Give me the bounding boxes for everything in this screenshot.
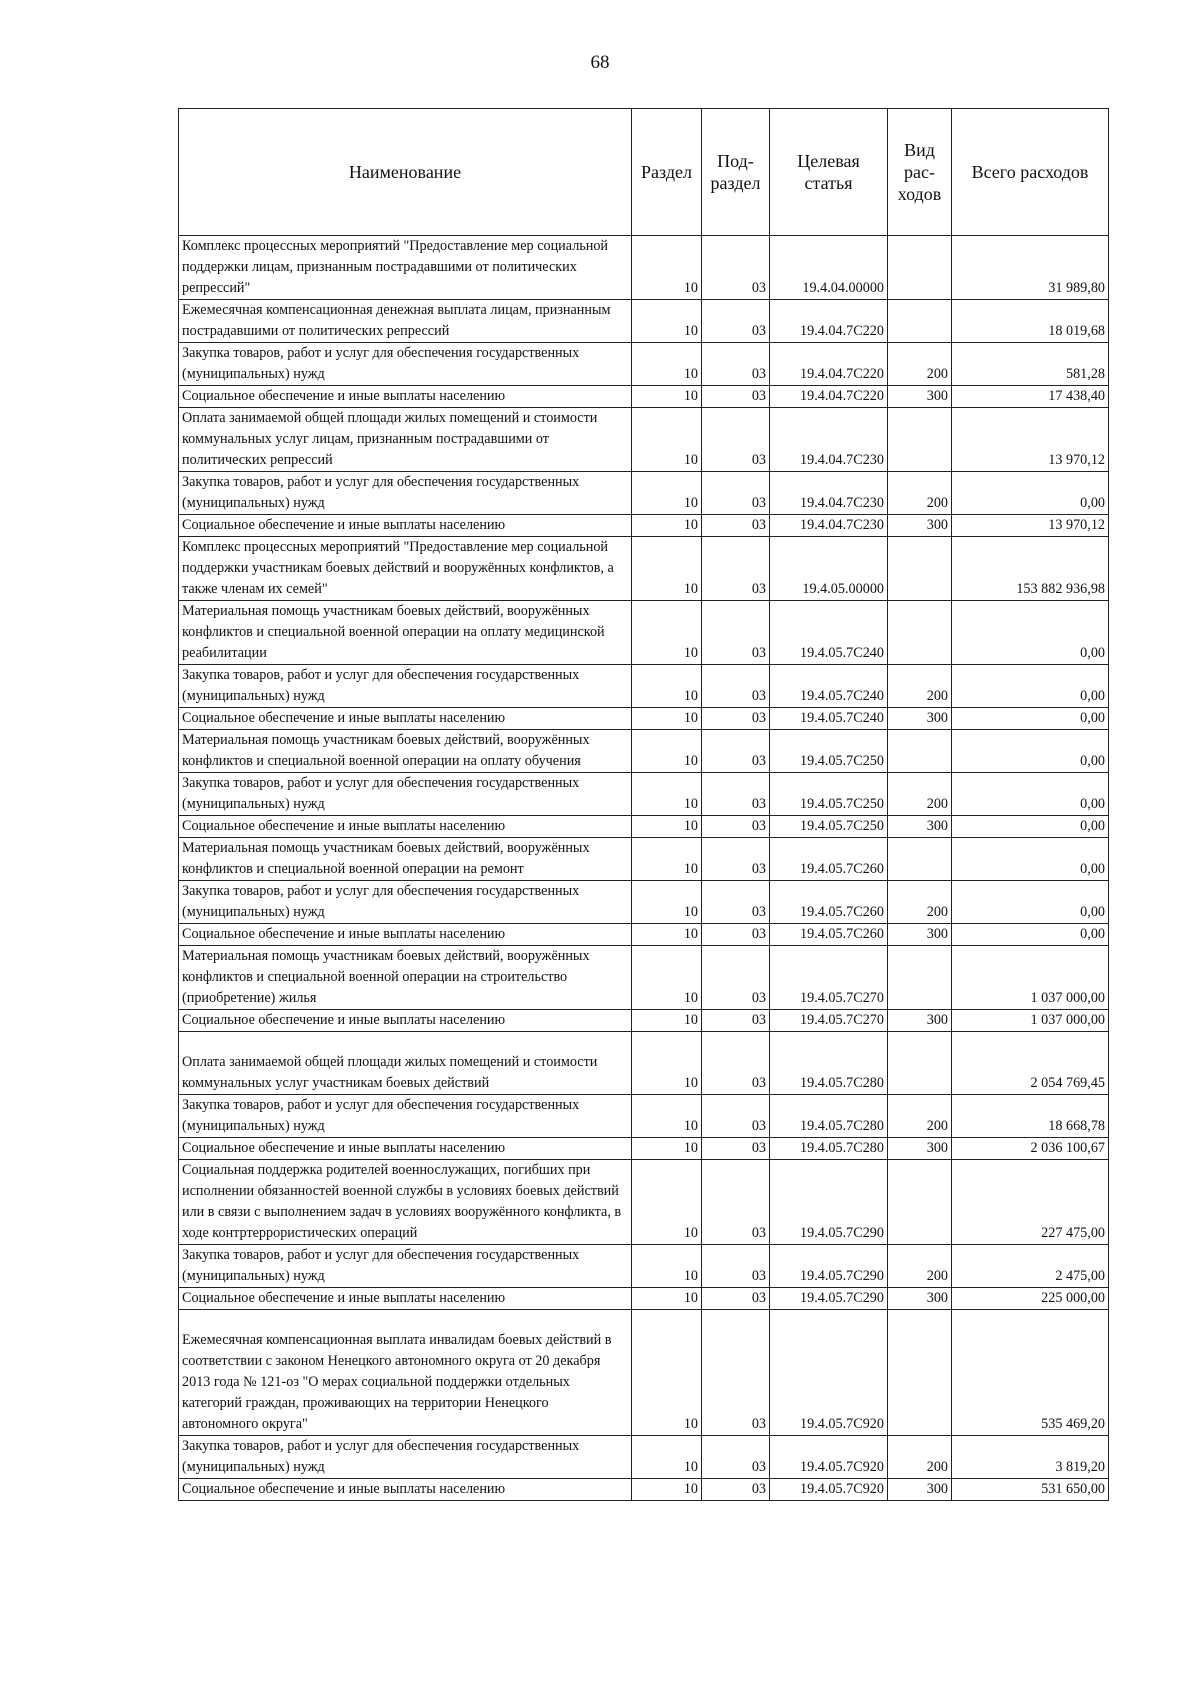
table-row [179,1288,1109,1310]
row-name: Закупка товаров, работ и услуг для обеспечения государственных (муниципальных) нужд [179,472,632,515]
row-sum: 1 037 000,00 [952,946,1109,1010]
row-podrazdel: 03 [702,472,770,515]
row-vid: 300 [888,1010,952,1032]
row-sum: 531 650,00 [952,1479,1109,1501]
row-razdel: 10 [632,1138,702,1160]
row-podrazdel: 03 [702,386,770,408]
header-podrazdel: Под- раздел [702,109,770,236]
row-name: Оплата занимаемой общей площади жилых помещений и стоимости коммунальных услуг лицам, признанным пострадавшими от политических репрессий [179,408,632,472]
row-name: Материальная помощь участникам боевых действий, вооружённых конфликтов и специальной военной операции на строительство (приобретение) жилья [179,946,632,1010]
table-row [179,665,1109,708]
table-row [179,300,1109,343]
row-podrazdel: 03 [702,1245,770,1288]
row-podrazdel: 03 [702,1032,770,1095]
row-razdel: 10 [632,537,702,601]
row-sum: 18 668,78 [952,1095,1109,1138]
row-podrazdel: 03 [702,1010,770,1032]
row-celevaya: 19.4.05.00000 [770,537,888,601]
table-row [179,472,1109,515]
row-name: Закупка товаров, работ и услуг для обеспечения государственных (муниципальных) нужд [179,1245,632,1288]
row-sum: 227 475,00 [952,1160,1109,1245]
row-podrazdel: 03 [702,1138,770,1160]
row-vid [888,300,952,343]
row-name: Комплекс процессных мероприятий "Предоставление мер социальной поддержки лицам, признанным пострадавшими от политических репрессий" [179,236,632,300]
row-celevaya: 19.4.05.7С260 [770,881,888,924]
row-podrazdel: 03 [702,408,770,472]
row-name: Социальное обеспечение и иные выплаты населению [179,1288,632,1310]
row-name: Ежемесячная компенсационная денежная выплата лицам, признанным пострадавшими от политических репрессий [179,300,632,343]
row-celevaya: 19.4.04.7С230 [770,515,888,537]
row-name: Закупка товаров, работ и услуг для обеспечения государственных (муниципальных) нужд [179,1436,632,1479]
header-vsego: Всего расходов [952,109,1109,236]
table-row [179,1479,1109,1501]
row-vid [888,1310,952,1436]
table-row [179,601,1109,665]
table-row [179,1436,1109,1479]
row-razdel: 10 [632,1095,702,1138]
row-razdel: 10 [632,924,702,946]
row-sum: 0,00 [952,708,1109,730]
row-celevaya: 19.4.04.7С220 [770,386,888,408]
row-vid: 200 [888,1245,952,1288]
row-name: Социальное обеспечение и иные выплаты населению [179,386,632,408]
row-celevaya: 19.4.05.7С240 [770,601,888,665]
row-vid: 300 [888,386,952,408]
page-number: 68 [590,52,610,73]
row-celevaya: 19.4.05.7С250 [770,730,888,773]
header-razdel: Раздел [632,109,702,236]
row-sum: 0,00 [952,665,1109,708]
table-row [179,730,1109,773]
row-sum: 153 882 936,98 [952,537,1109,601]
row-sum: 2 036 100,67 [952,1138,1109,1160]
row-name: Закупка товаров, работ и услуг для обеспечения государственных (муниципальных) нужд [179,881,632,924]
row-sum: 13 970,12 [952,408,1109,472]
row-celevaya: 19.4.04.7С220 [770,300,888,343]
row-name: Социальное обеспечение и иные выплаты населению [179,1479,632,1501]
row-sum: 0,00 [952,730,1109,773]
row-vid: 200 [888,1436,952,1479]
row-razdel: 10 [632,665,702,708]
row-vid [888,236,952,300]
row-name: Социальная поддержка родителей военнослужащих, погибших при исполнении обязанностей военной службы в условиях боевых действий или в связи с выполнением задач в условиях вооружённого конфликта, в ходе контртеррористических операций [179,1160,632,1245]
row-podrazdel: 03 [702,816,770,838]
row-razdel: 10 [632,881,702,924]
table-row [179,1095,1109,1138]
header-celevaya: Целевая статья [770,109,888,236]
table-row [179,708,1109,730]
row-razdel: 10 [632,601,702,665]
row-sum: 3 819,20 [952,1436,1109,1479]
row-name: Закупка товаров, работ и услуг для обеспечения государственных (муниципальных) нужд [179,1095,632,1138]
row-celevaya: 19.4.05.7С240 [770,708,888,730]
row-name: Оплата занимаемой общей площади жилых помещений и стоимости коммунальных услуг участникам боевых действий [179,1032,632,1095]
row-podrazdel: 03 [702,773,770,816]
row-celevaya: 19.4.05.7С250 [770,773,888,816]
row-celevaya: 19.4.05.7С290 [770,1288,888,1310]
table-row [179,1160,1109,1245]
row-sum: 0,00 [952,472,1109,515]
row-razdel: 10 [632,1288,702,1310]
row-podrazdel: 03 [702,665,770,708]
row-sum: 0,00 [952,881,1109,924]
row-celevaya: 19.4.05.7С270 [770,946,888,1010]
row-sum: 0,00 [952,773,1109,816]
row-vid: 300 [888,816,952,838]
table-row [179,838,1109,881]
row-celevaya: 19.4.05.7С240 [770,665,888,708]
table-row [179,236,1109,300]
row-sum: 581,28 [952,343,1109,386]
row-vid: 200 [888,343,952,386]
row-sum: 0,00 [952,601,1109,665]
row-razdel: 10 [632,386,702,408]
row-podrazdel: 03 [702,1160,770,1245]
row-celevaya: 19.4.04.7С230 [770,472,888,515]
table-row [179,515,1109,537]
row-vid: 200 [888,665,952,708]
row-celevaya: 19.4.05.7С920 [770,1479,888,1501]
row-vid: 300 [888,1138,952,1160]
row-razdel: 10 [632,946,702,1010]
row-vid: 300 [888,924,952,946]
row-razdel: 10 [632,838,702,881]
table-row [179,343,1109,386]
row-podrazdel: 03 [702,515,770,537]
row-razdel: 10 [632,1245,702,1288]
row-podrazdel: 03 [702,537,770,601]
row-name: Социальное обеспечение и иные выплаты населению [179,1010,632,1032]
table-row [179,924,1109,946]
row-vid [888,946,952,1010]
row-name: Материальная помощь участникам боевых действий, вооружённых конфликтов и специальной военной операции на ремонт [179,838,632,881]
row-celevaya: 19.4.05.7С290 [770,1160,888,1245]
row-razdel: 10 [632,1160,702,1245]
row-sum: 2 054 769,45 [952,1032,1109,1095]
table-row [179,881,1109,924]
row-razdel: 10 [632,236,702,300]
table-row [179,386,1109,408]
row-sum: 18 019,68 [952,300,1109,343]
row-celevaya: 19.4.05.7С920 [770,1436,888,1479]
row-name: Социальное обеспечение и иные выплаты населению [179,1138,632,1160]
table-header-row [179,109,1109,236]
row-celevaya: 19.4.04.7С220 [770,343,888,386]
row-podrazdel: 03 [702,1310,770,1436]
row-podrazdel: 03 [702,236,770,300]
table-row [179,816,1109,838]
row-name: Закупка товаров, работ и услуг для обеспечения государственных (муниципальных) нужд [179,773,632,816]
row-vid: 200 [888,881,952,924]
table-body [179,236,1109,1501]
row-name: Социальное обеспечение и иные выплаты населению [179,515,632,537]
row-podrazdel: 03 [702,946,770,1010]
row-name: Закупка товаров, работ и услуг для обеспечения государственных (муниципальных) нужд [179,343,632,386]
row-celevaya: 19.4.05.7С270 [770,1010,888,1032]
table-row [179,773,1109,816]
row-name: Материальная помощь участникам боевых действий, вооружённых конфликтов и специальной военной операции на оплату медицинской реабилитации [179,601,632,665]
row-razdel: 10 [632,708,702,730]
row-sum: 31 989,80 [952,236,1109,300]
row-vid [888,1032,952,1095]
row-razdel: 10 [632,773,702,816]
row-podrazdel: 03 [702,881,770,924]
table-row [179,1138,1109,1160]
row-vid: 200 [888,472,952,515]
row-sum: 1 037 000,00 [952,1010,1109,1032]
row-name: Закупка товаров, работ и услуг для обеспечения государственных (муниципальных) нужд [179,665,632,708]
row-vid [888,838,952,881]
row-celevaya: 19.4.05.7С280 [770,1138,888,1160]
table-row [179,946,1109,1010]
row-vid [888,1160,952,1245]
row-razdel: 10 [632,1479,702,1501]
row-name: Социальное обеспечение и иные выплаты населению [179,924,632,946]
row-razdel: 10 [632,1310,702,1436]
header-vid: Вид рас- ходов [888,109,952,236]
row-razdel: 10 [632,343,702,386]
row-podrazdel: 03 [702,343,770,386]
row-podrazdel: 03 [702,601,770,665]
row-razdel: 10 [632,300,702,343]
row-razdel: 10 [632,1436,702,1479]
row-podrazdel: 03 [702,1436,770,1479]
row-podrazdel: 03 [702,708,770,730]
table-row [179,1245,1109,1288]
row-sum: 0,00 [952,924,1109,946]
row-sum: 2 475,00 [952,1245,1109,1288]
row-sum: 13 970,12 [952,515,1109,537]
table-row [179,1310,1109,1436]
budget-table [178,108,1109,1501]
row-name: Материальная помощь участникам боевых действий, вооружённых конфликтов и специальной военной операции на оплату обучения [179,730,632,773]
row-celevaya: 19.4.05.7С260 [770,838,888,881]
row-name: Социальное обеспечение и иные выплаты населению [179,816,632,838]
row-razdel: 10 [632,515,702,537]
row-celevaya: 19.4.04.00000 [770,236,888,300]
row-celevaya: 19.4.05.7С260 [770,924,888,946]
row-podrazdel: 03 [702,730,770,773]
row-vid [888,537,952,601]
row-vid [888,408,952,472]
row-razdel: 10 [632,816,702,838]
row-vid: 200 [888,773,952,816]
row-celevaya: 19.4.05.7С290 [770,1245,888,1288]
row-razdel: 10 [632,1032,702,1095]
row-celevaya: 19.4.05.7С920 [770,1310,888,1436]
table-row [179,537,1109,601]
row-sum: 535 469,20 [952,1310,1109,1436]
row-vid [888,601,952,665]
row-sum: 0,00 [952,816,1109,838]
row-razdel: 10 [632,408,702,472]
row-podrazdel: 03 [702,1095,770,1138]
row-celevaya: 19.4.05.7С280 [770,1095,888,1138]
row-vid: 300 [888,515,952,537]
row-vid: 300 [888,1479,952,1501]
header-name: Наименование [179,109,632,236]
row-podrazdel: 03 [702,1288,770,1310]
row-vid: 300 [888,1288,952,1310]
row-podrazdel: 03 [702,300,770,343]
row-razdel: 10 [632,472,702,515]
row-sum: 0,00 [952,838,1109,881]
row-sum: 17 438,40 [952,386,1109,408]
row-sum: 225 000,00 [952,1288,1109,1310]
row-razdel: 10 [632,1010,702,1032]
row-name: Социальное обеспечение и иные выплаты населению [179,708,632,730]
row-name: Комплекс процессных мероприятий "Предоставление мер социальной поддержки участникам боевых действий и вооружённых конфликтов, а также членам их семей" [179,537,632,601]
row-podrazdel: 03 [702,1479,770,1501]
row-vid: 300 [888,708,952,730]
table-row [179,408,1109,472]
row-podrazdel: 03 [702,838,770,881]
row-celevaya: 19.4.05.7С250 [770,816,888,838]
table-row [179,1010,1109,1032]
row-celevaya: 19.4.05.7С280 [770,1032,888,1095]
row-celevaya: 19.4.04.7С230 [770,408,888,472]
row-vid [888,730,952,773]
row-podrazdel: 03 [702,924,770,946]
row-name: Ежемесячная компенсационная выплата инвалидам боевых действий в соответствии с законом Ненецкого автономного округа от 20 декабря 2013 года № 121-оз "О мерах социальной поддержки отдельных категорий граждан, проживающих на территории Ненецкого автономного округа" [179,1310,632,1436]
table-row [179,1032,1109,1095]
row-razdel: 10 [632,730,702,773]
row-vid: 200 [888,1095,952,1138]
